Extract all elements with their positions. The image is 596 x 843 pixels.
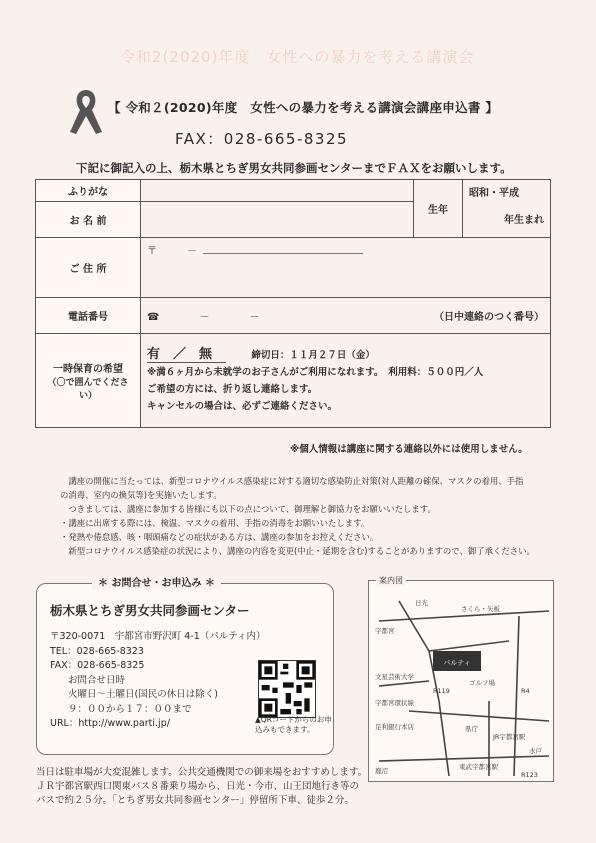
furigana-field[interactable]	[141, 180, 414, 202]
map-place: 水戸	[529, 747, 542, 755]
childcare-line-1: ※満６ヶ月から未就学のお子さんがご利用になれます。 利用料：５００円／人	[147, 367, 484, 378]
map-drawing	[369, 581, 553, 781]
map-place: 宇都宮環状線	[375, 699, 414, 707]
fax-number: FAX：028-665-8325	[175, 130, 349, 148]
map-label: 案内図	[376, 575, 406, 586]
childcare-label: 一時保育の希望	[53, 364, 123, 375]
childcare-line-2: ご希望の方には、折り返し連絡します。	[147, 384, 318, 395]
map-place: 東武宇都宮駅	[459, 763, 498, 771]
name-label: お 名 前	[36, 202, 141, 238]
map-place: R123	[521, 771, 538, 779]
map-place: JR宇都宮駅	[493, 733, 526, 741]
access-line: 当日は駐車場が大変混雑します。公共交通機関での御来場をおすすめします。	[36, 767, 368, 778]
birth-suffix: 年生まれ	[504, 215, 544, 226]
access-line: バスで約２５分。「とちぎ男女共同参画センター」停留所下車、徒歩２分。	[36, 795, 354, 806]
map-place: 県庁	[465, 725, 478, 733]
contact-info	[50, 630, 266, 732]
map-place: R119	[433, 687, 450, 695]
notice-line: 新型コロナウイルス感染症の状況により、講座の内容を変更(中止・延期を含む)することがありますので、御了承ください。	[68, 546, 535, 556]
intro-text: 下記に御記入の上、栃木県とちぎ男女共同参画センターまでＦＡＸをお願いします。	[76, 161, 512, 175]
map-place: さくら・矢板	[461, 605, 500, 613]
map-place: 日光	[415, 599, 428, 607]
application-form	[35, 179, 551, 428]
map-place: 足利銀行本店	[375, 723, 414, 731]
notice-line: ・発熱や倦怠感、咳・咽頭痛などの症状がある方は、講座の参加をお控えください。	[60, 532, 379, 542]
access-map	[368, 580, 554, 782]
notice-line: の消毒、室内の換気等)を実施いたします。	[60, 490, 222, 500]
access-info	[36, 766, 367, 808]
notice-text	[60, 474, 540, 558]
tel-line: TEL：028-665-8323	[50, 645, 144, 657]
phone-note: （日中連絡のつく番号）	[434, 312, 544, 323]
notice-line: つきましては、講座に参加する皆様にも以下の点について、御理解と御協力をお願いいたします。	[68, 504, 436, 514]
qr-note: ▲QRコードからのお申込みもできます。	[255, 715, 332, 734]
phone-label: 電話番号	[36, 298, 141, 334]
privacy-note: ※個人情報は講座に関する連絡以外には使用しません。	[290, 444, 528, 455]
url-link[interactable]: URL：http://www.parti.jp/	[50, 718, 170, 729]
form-title: 【 令和２(2020)年度 女性への暴力を考える講演会講座申込書 】	[108, 100, 499, 115]
notice-line: ・講座に出席する際には、検温、マスクの着用、手指の消毒をお願いいたします。	[60, 518, 370, 528]
furigana-label: ふりがな	[36, 180, 141, 202]
map-place: 文星芸術大学	[375, 673, 414, 681]
childcare-options[interactable]: 有 ／ 無	[147, 347, 226, 363]
era-text: 昭和・平成	[469, 188, 519, 199]
map-place: ゴルフ場	[469, 679, 495, 687]
birth-field[interactable]	[463, 180, 551, 238]
address-line: 〒320-0071 宇都宮市野沢町 4-1（パルティ内）	[50, 631, 266, 642]
map-place: 宇都宮	[375, 627, 395, 635]
childcare-sub: （〇で囲んでください）	[47, 378, 129, 401]
postal-underline	[203, 253, 363, 254]
childcare-line-3: キャンセルの場合は、必ずご連絡ください。	[147, 401, 338, 412]
address-label: ご 住 所	[36, 238, 141, 298]
map-place: パルティ	[443, 659, 471, 667]
phone-mark: ☎ － －	[147, 312, 260, 323]
name-field[interactable]	[141, 202, 414, 238]
qr-code-icon[interactable]	[258, 660, 316, 718]
map-place: 鹿沼	[375, 767, 388, 775]
notice-line: 講座の開催に当たっては、新型コロナウイルス感染症に対する適切な感染防止対策(対人距離の確保、マスクの着用、手指	[68, 476, 524, 486]
awareness-ribbon-icon	[68, 86, 104, 136]
hours-time: ９：００から１７：００まで	[68, 703, 192, 715]
fax-line: FAX：028-665-8325	[50, 660, 145, 671]
childcare-field[interactable]	[141, 334, 551, 428]
hours-days: 火曜日～土曜日(国民の休日は除く)	[68, 689, 218, 700]
org-name: 栃木県とちぎ男女共同参画センター	[50, 603, 250, 618]
bleed-through-text: 令和2(2020)年度 女性への暴力を考える講演会	[120, 48, 475, 66]
address-field[interactable]	[141, 238, 551, 298]
childcare-label-cell	[36, 334, 141, 428]
hours-title: お問合せ日時	[68, 674, 126, 686]
birth-label: 生年	[414, 180, 463, 238]
phone-field[interactable]	[141, 298, 551, 334]
map-place: R4	[521, 687, 530, 695]
deadline-text: 締切日：１１月２７日（金）	[251, 350, 375, 361]
postal-mark: 〒 －	[147, 246, 197, 257]
access-line: ＪＲ宇都宮駅西口関東バス８番乗り場から、日光・今市、山王団地行き等の	[36, 781, 360, 792]
contact-header: ＊ お問合せ・お申込み ＊	[92, 574, 221, 589]
